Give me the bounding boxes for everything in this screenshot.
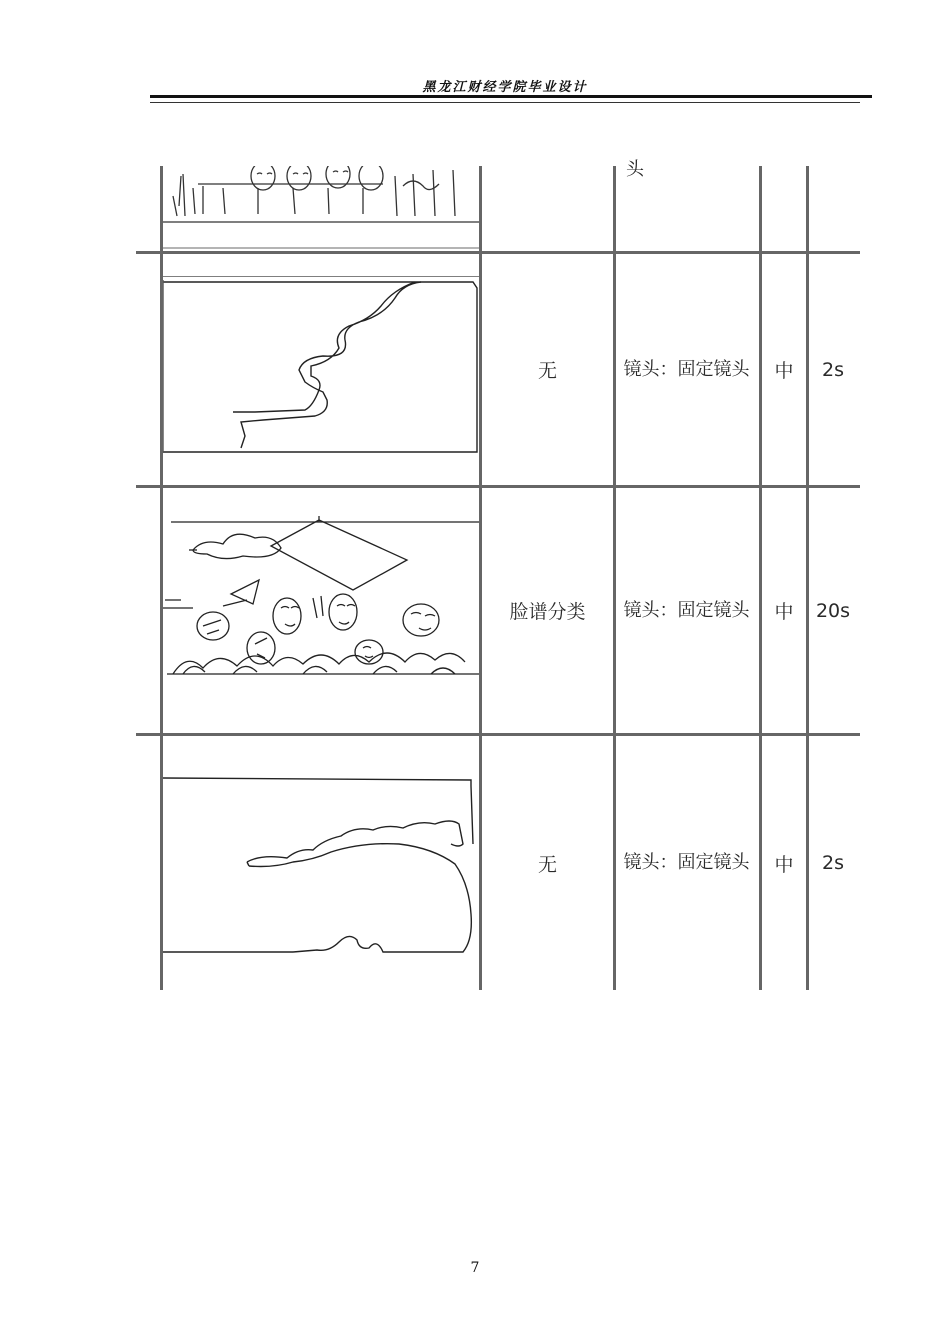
- content-text: 脸谱分类: [509, 601, 586, 623]
- content-cell: [482, 736, 613, 990]
- shot-size-text: 中: [774, 853, 794, 876]
- page-header-title: 黑龙江财经学院毕业设计: [422, 80, 588, 95]
- shot-size-text: 中: [774, 601, 794, 623]
- storyboard-sketch-masks: [163, 508, 479, 678]
- content-cell: [482, 488, 613, 733]
- storyboard-sketch-curtain: [163, 276, 479, 456]
- shot-cell: [616, 488, 759, 733]
- content-text: 无: [537, 853, 557, 876]
- shot-text: 镜头：固定镜头: [623, 599, 750, 621]
- shot-text-continued: 头: [626, 159, 644, 180]
- shot-size-cell: [762, 488, 806, 733]
- storyboard-sketch-audience: [163, 166, 479, 251]
- shot-cell: [626, 150, 762, 190]
- duration-cell: [809, 488, 857, 733]
- duration-cell: [809, 254, 857, 485]
- header-rule-thick: [150, 95, 872, 98]
- shot-cell: [616, 736, 759, 990]
- storyboard-sketch-cloud-wave: [163, 774, 479, 958]
- duration-text: 20s: [815, 599, 851, 622]
- duration-text: 2s: [822, 358, 844, 381]
- shot-text: 镜头：固定镜头: [623, 358, 750, 380]
- shot-size-text: 中: [774, 360, 794, 382]
- duration-cell: [809, 736, 857, 990]
- content-text: 无: [537, 360, 557, 382]
- shot-cell: [616, 254, 759, 485]
- page-number: 7: [470, 1260, 480, 1276]
- content-cell: [482, 254, 613, 485]
- shot-size-cell: [762, 254, 806, 485]
- shot-text: 镜头：固定镜头: [623, 852, 750, 873]
- duration-text: 2s: [822, 852, 844, 874]
- shot-size-cell: [762, 736, 806, 990]
- header-rule-thin: [150, 102, 860, 103]
